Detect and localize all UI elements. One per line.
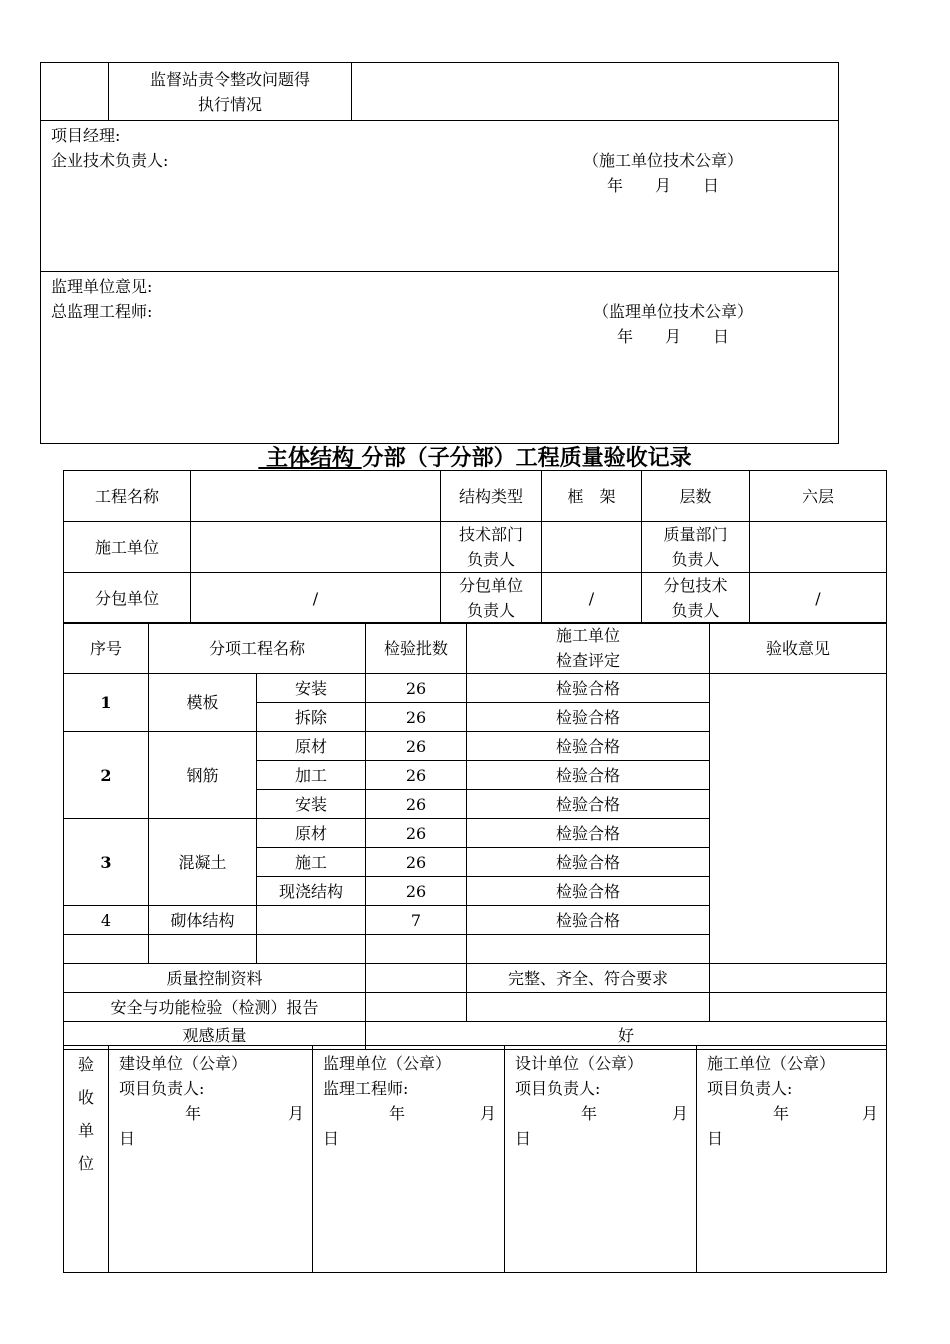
col-evaluation: 施工单位 检查评定: [467, 623, 710, 674]
batch-count[interactable]: 26: [366, 761, 467, 790]
supervision-date: 年 月 日: [616, 327, 729, 346]
enterprise-tech-head-label: 企业技术负责人:: [51, 151, 169, 170]
evaluation-result[interactable]: 检验合格: [467, 732, 710, 761]
group-seq: 2: [64, 732, 149, 819]
contractor-label: 施工单位: [64, 522, 191, 573]
evaluation-result[interactable]: 检验合格: [467, 906, 710, 935]
supervision-opinion-label: 监理单位意见:: [51, 277, 153, 296]
supervision-signoff-cell: [41, 272, 839, 444]
sub-head-value[interactable]: /: [542, 573, 642, 624]
construction-unit-signoff[interactable]: 施工单位（公章） 项目负责人: 年 月 日: [697, 1046, 887, 1273]
blank-cell: [41, 63, 109, 121]
sub-tech-head-label: 分包技术 负责人: [642, 573, 750, 624]
supervision-unit-signoff[interactable]: 监理单位（公章） 监理工程师: 年 月 日: [313, 1046, 505, 1273]
quality-docs-label: 质量控制资料: [64, 964, 366, 993]
acceptance-units-table: [63, 1045, 887, 1273]
evaluation-result[interactable]: 检验合格: [467, 674, 710, 703]
sub-item-name: 原材: [257, 819, 366, 848]
supervision-unit-name: 监理单位（公章）: [323, 1054, 452, 1073]
chief-supervisor-label: 总监理工程师:: [51, 302, 153, 321]
floors-value[interactable]: 六层: [750, 471, 887, 522]
top-form-table: [40, 62, 839, 444]
owner-unit-name: 建设单位（公章）: [119, 1054, 248, 1073]
sub-item-name: 施工: [257, 848, 366, 877]
owner-unit-person: 项目负责人:: [119, 1079, 205, 1098]
batch-count[interactable]: 26: [366, 819, 467, 848]
safety-report-acceptance[interactable]: [710, 993, 887, 1022]
design-unit-name: 设计单位（公章）: [515, 1054, 644, 1073]
batch-count[interactable]: 26: [366, 790, 467, 819]
sub-item-name: 原材: [257, 732, 366, 761]
group-seq: 4: [64, 906, 149, 935]
safety-report-count[interactable]: [366, 993, 467, 1022]
project-name-label: 工程名称: [64, 471, 191, 522]
batch-count[interactable]: 26: [366, 703, 467, 732]
tech-dept-head-label: 技术部门 负责人: [441, 522, 542, 573]
project-manager-label: 项目经理:: [51, 126, 121, 145]
sub-item-name: 现浇结构: [257, 877, 366, 906]
quality-docs-count[interactable]: [366, 964, 467, 993]
sub-item-name: 安装: [257, 790, 366, 819]
construction-unit-name: 施工单位（公章）: [707, 1054, 836, 1073]
header-table: [63, 470, 887, 624]
sub-head-label: 分包单位 负责人: [441, 573, 542, 624]
group-name: 钢筋: [149, 732, 257, 819]
batch-count[interactable]: 26: [366, 732, 467, 761]
items-table: [63, 622, 887, 1050]
rectification-value[interactable]: [352, 63, 839, 121]
supervision-unit-person: 监理工程师:: [323, 1079, 409, 1098]
rectification-label: 监督站责令整改问题得 执行情况: [109, 63, 352, 121]
group-seq: 1: [64, 674, 149, 732]
construction-date: 年 月 日: [606, 176, 719, 195]
sub-tech-head-value[interactable]: /: [750, 573, 887, 624]
quality-dept-head-label: 质量部门 负责人: [642, 522, 750, 573]
construction-signoff-cell: [41, 121, 839, 272]
col-item-name: 分项工程名称: [149, 623, 366, 674]
design-unit-person: 项目负责人:: [515, 1079, 601, 1098]
construction-seal: （施工单位技术公章）: [582, 151, 743, 170]
sub-item-name: 安装: [257, 674, 366, 703]
quality-docs-value[interactable]: 完整、齐全、符合要求: [467, 964, 710, 993]
evaluation-result[interactable]: 检验合格: [467, 761, 710, 790]
subcontractor-value[interactable]: /: [191, 573, 441, 624]
batch-count[interactable]: 26: [366, 674, 467, 703]
evaluation-result[interactable]: 检验合格: [467, 790, 710, 819]
evaluation-result[interactable]: 检验合格: [467, 703, 710, 732]
col-acceptance: 验收意见: [710, 623, 887, 674]
acceptance-opinion-value[interactable]: [710, 674, 887, 964]
contractor-value[interactable]: [191, 522, 441, 573]
sub-item-name: 加工: [257, 761, 366, 790]
perception-label: 观感质量: [64, 1022, 366, 1050]
col-seq: 序号: [64, 623, 149, 674]
evaluation-result[interactable]: 检验合格: [467, 848, 710, 877]
quality-dept-head-value[interactable]: [750, 522, 887, 573]
batch-count[interactable]: 7: [366, 906, 467, 935]
group-name: 模板: [149, 674, 257, 732]
owner-unit-signoff[interactable]: 建设单位（公章） 项目负责人: 年 月 日: [109, 1046, 313, 1273]
tech-dept-head-value[interactable]: [542, 522, 642, 573]
sub-item-name: 拆除: [257, 703, 366, 732]
supervision-seal: （监理单位技术公章）: [592, 302, 753, 321]
construction-unit-person: 项目负责人:: [707, 1079, 793, 1098]
page-title: [0, 441, 950, 472]
group-name: 混凝土: [149, 819, 257, 906]
acceptance-units-label: 验 收 单 位: [64, 1046, 109, 1273]
sub-item-name: [257, 906, 366, 935]
project-name-value[interactable]: [191, 471, 441, 522]
col-batch-count: 检验批数: [366, 623, 467, 674]
empty-cell[interactable]: [257, 935, 366, 964]
empty-cell[interactable]: [64, 935, 149, 964]
empty-cell[interactable]: [366, 935, 467, 964]
group-seq: 3: [64, 819, 149, 906]
title-rest: 分部（子分部）工程质量验收记录: [361, 446, 692, 471]
design-unit-signoff[interactable]: 设计单位（公章） 项目负责人: 年 月 日: [505, 1046, 697, 1273]
empty-cell[interactable]: [467, 935, 710, 964]
batch-count[interactable]: 26: [366, 877, 467, 906]
group-name: 砌体结构: [149, 906, 257, 935]
batch-count[interactable]: 26: [366, 848, 467, 877]
evaluation-result[interactable]: 检验合格: [467, 819, 710, 848]
floors-label: 层数: [642, 471, 750, 522]
safety-report-label: 安全与功能检验（检测）报告: [64, 993, 366, 1022]
safety-report-value[interactable]: [467, 993, 710, 1022]
title-underlined: 主体结构: [265, 446, 354, 471]
perception-value[interactable]: 好: [366, 1022, 887, 1050]
evaluation-result[interactable]: 检验合格: [467, 877, 710, 906]
subcontractor-label: 分包单位: [64, 573, 191, 624]
structure-type-value[interactable]: 框 架: [542, 471, 642, 522]
structure-type-label: 结构类型: [441, 471, 542, 522]
quality-docs-acceptance[interactable]: [710, 964, 887, 993]
empty-cell[interactable]: [149, 935, 257, 964]
